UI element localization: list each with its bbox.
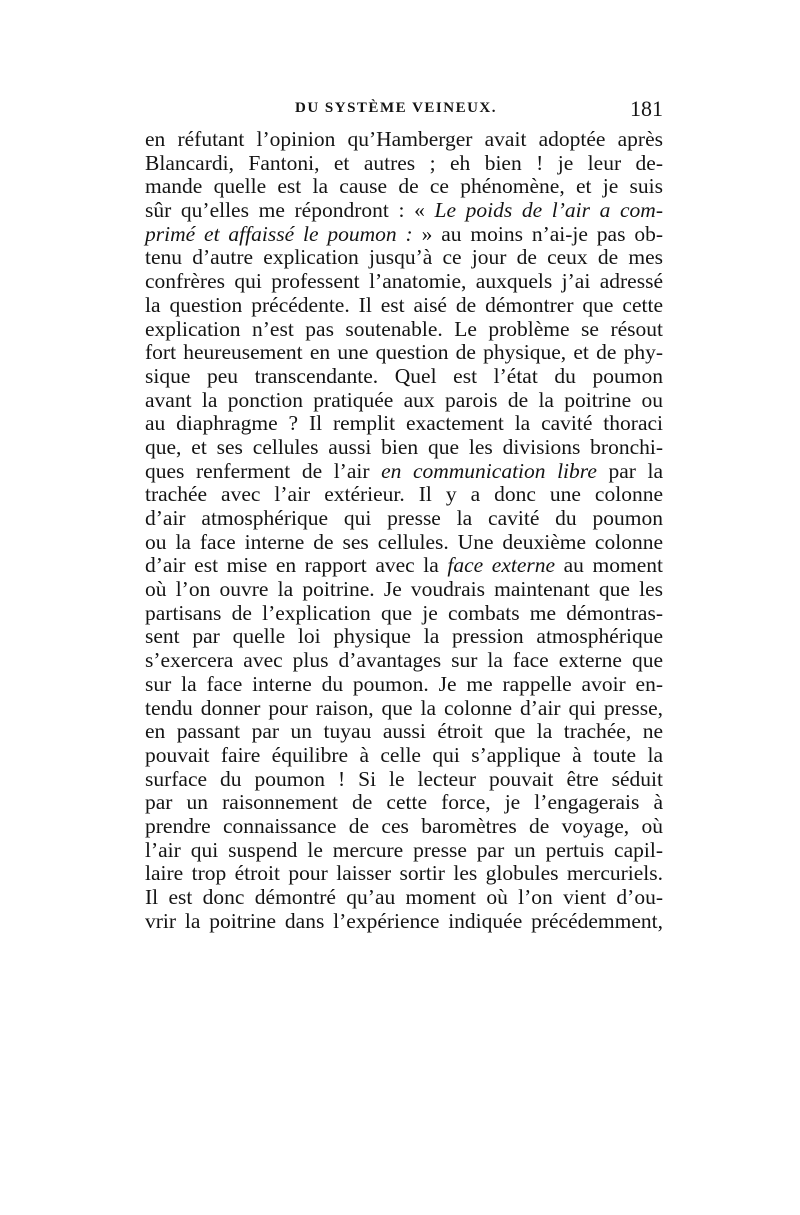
- text-line: [145, 318, 663, 342]
- text-segment: » au moins n’ai-je pas ob-: [412, 221, 664, 246]
- text-line: [145, 270, 663, 294]
- text-line: [145, 815, 663, 839]
- text-segment: pouvait faire équilibre à celle qui s’applique à toute la: [145, 742, 663, 767]
- text-segment: mande quelle est la cause de ce phénomène, et je suis: [145, 174, 663, 199]
- text-segment: sent par quelle loi physique la pression atmosphérique: [145, 624, 663, 649]
- text-segment: avant la ponction pratiquée aux parois de la poitrine ou: [145, 387, 663, 412]
- text-segment: laire trop étroit pour laisser sortir les globules mercuriels.: [145, 861, 663, 886]
- text-line: [145, 768, 663, 792]
- text-segment: trachée avec l’air extérieur. Il y a donc une colonne: [145, 482, 663, 507]
- running-head: [145, 96, 663, 124]
- text-line: [145, 673, 663, 697]
- text-segment: vrir la poitrine dans l’expérience indiquée précédemment,: [145, 908, 663, 933]
- text-segment: ou la face interne de ses cellules. Une deuxième colonne: [145, 529, 663, 554]
- text-line: [145, 862, 663, 886]
- text-line: [145, 175, 663, 199]
- text-segment: partisans de l’explication que je combats me démontras-: [145, 600, 663, 625]
- text-line: [145, 436, 663, 460]
- text-line: [145, 341, 663, 365]
- text-line: [145, 199, 663, 223]
- text-segment: au moment: [555, 553, 663, 578]
- text-segment: la question précédente. Il est aisé de démontrer que cette: [145, 292, 663, 317]
- text-segment: en passant par un tuyau aussi étroit que la trachée, ne: [145, 719, 663, 744]
- text-line: [145, 365, 663, 389]
- text-line: [145, 246, 663, 270]
- text-line: [145, 460, 663, 484]
- text-segment: Blancardi, Fantoni, et autres ; eh bien ! je leur de-: [145, 150, 663, 175]
- text-segment: au diaphragme ? Il remplit exactement la cavité thoraci: [145, 411, 663, 436]
- text-segment: que, et ses cellules aussi bien que les divisions bronchi-: [145, 434, 663, 459]
- text-line: [145, 412, 663, 436]
- page-number: 181: [630, 96, 663, 121]
- text-line: [145, 389, 663, 413]
- text-segment: tenu d’autre explication jusqu’à ce jour de ceux de mes: [145, 245, 663, 270]
- text-line: [145, 554, 663, 578]
- text-line: [145, 839, 663, 863]
- text-line: [145, 294, 663, 318]
- text-line: [145, 128, 663, 152]
- text-segment: par un raisonnement de cette force, je l’engagerais à: [145, 790, 663, 815]
- text-line: [145, 507, 663, 531]
- text-segment: ques renferment de l’air: [145, 458, 382, 483]
- text-line: [145, 697, 663, 721]
- text-segment: où l’on ouvre la poitrine. Je voudrais maintenant que les: [145, 577, 663, 602]
- text-line: [145, 602, 663, 626]
- text-segment: sûr qu’elles me répondront : «: [145, 198, 435, 223]
- text-line: [145, 578, 663, 602]
- text-segment: Le poids de l’air a com-: [434, 198, 663, 223]
- text-segment: face externe: [447, 553, 556, 578]
- text-segment: fort heureusement en une question de physique, et de phy-: [145, 340, 663, 365]
- text-segment: en communication libre: [381, 458, 597, 483]
- text-line: [145, 223, 663, 247]
- text-segment: surface du poumon ! Si le lecteur pouvait être séduit: [145, 766, 663, 791]
- text-line: [145, 625, 663, 649]
- text-segment: Il est donc démontré qu’au moment où l’on vient d’ou-: [145, 885, 663, 909]
- text-line: [145, 886, 663, 910]
- text-line: [145, 531, 663, 555]
- text-segment: d’air est mise en rapport avec la: [145, 553, 448, 578]
- text-line: [145, 152, 663, 176]
- text-line: [145, 744, 663, 768]
- text-line: [145, 910, 663, 934]
- text-segment: d’air atmosphérique qui presse la cavité du poumon: [145, 506, 663, 530]
- text-line: [145, 791, 663, 815]
- text-segment: explication n’est pas soutenable. Le problème se résout: [145, 316, 663, 341]
- text-segment: s’exercera avec plus d’avantages sur la face externe que: [145, 648, 663, 673]
- text-segment: sique peu transcendante. Quel est l’état du poumon: [145, 363, 663, 388]
- text-segment: confrères qui professent l’anatomie, auxquels j’ai adressé: [145, 269, 663, 294]
- text-segment: l’air qui suspend le mercure presse par un pertuis capil-: [145, 837, 663, 862]
- body-text: [145, 128, 663, 933]
- text-segment: sur la face interne du poumon. Je me rappelle avoir en-: [145, 671, 663, 696]
- text-segment: par la: [596, 458, 663, 483]
- text-line: [145, 649, 663, 673]
- text-segment: tendu donner pour raison, que la colonne d’air qui presse,: [145, 695, 663, 720]
- text-segment: prendre connaissance de ces baromètres de voyage, où: [145, 813, 663, 838]
- text-segment: primé et affaissé le poumon :: [145, 221, 413, 246]
- running-title: DU SYSTÈME VEINEUX.: [295, 100, 498, 116]
- text-line: [145, 483, 663, 507]
- text-segment: en réfutant l’opinion qu’Hamberger avait adoptée après: [145, 127, 663, 151]
- text-line: [145, 720, 663, 744]
